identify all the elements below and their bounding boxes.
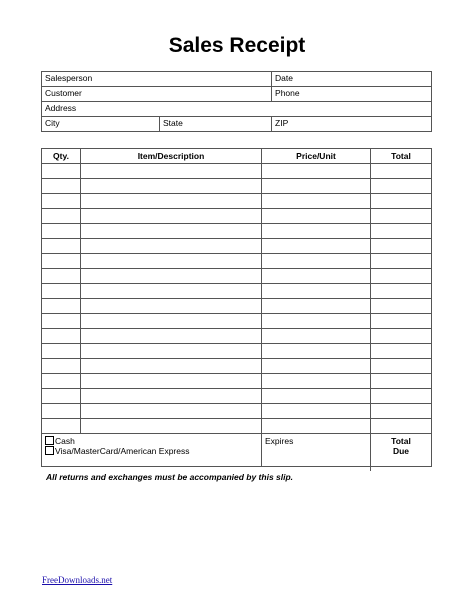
total-cell[interactable]	[371, 344, 432, 359]
total-cell[interactable]	[371, 389, 432, 404]
card-checkbox[interactable]	[45, 446, 54, 455]
address-field[interactable]: Address	[42, 102, 432, 117]
price-unit-cell[interactable]	[262, 239, 371, 254]
expires-cell[interactable]	[262, 434, 371, 467]
source-link[interactable]: FreeDownloads.net	[42, 575, 113, 585]
table-row	[42, 209, 432, 224]
description-cell[interactable]	[81, 344, 262, 359]
price-unit-cell[interactable]	[262, 374, 371, 389]
qty-cell[interactable]	[42, 284, 81, 299]
cash-label: Cash	[55, 436, 75, 446]
price-unit-cell[interactable]	[262, 329, 371, 344]
table-row	[42, 419, 432, 434]
table-row	[42, 374, 432, 389]
qty-cell[interactable]	[42, 239, 81, 254]
total-due-value-box[interactable]	[370, 441, 432, 471]
qty-cell[interactable]	[42, 419, 81, 434]
description-cell[interactable]	[81, 404, 262, 419]
table-row	[42, 284, 432, 299]
table-row	[42, 224, 432, 239]
price-unit-cell[interactable]	[262, 179, 371, 194]
date-field[interactable]: Date	[272, 72, 432, 87]
table-row	[42, 269, 432, 284]
description-cell[interactable]	[81, 299, 262, 314]
returns-note: All returns and exchanges must be accompanied by this slip.	[46, 472, 294, 482]
description-cell[interactable]	[81, 194, 262, 209]
total-cell[interactable]	[371, 284, 432, 299]
table-row	[42, 359, 432, 374]
qty-cell[interactable]	[42, 179, 81, 194]
price-unit-cell[interactable]	[262, 224, 371, 239]
page-title: Sales Receipt	[168, 34, 306, 57]
description-cell[interactable]	[81, 254, 262, 269]
total-cell[interactable]	[371, 269, 432, 284]
table-row	[42, 344, 432, 359]
description-header: Item/Description	[81, 149, 262, 164]
price-unit-cell[interactable]	[262, 284, 371, 299]
total-cell[interactable]	[371, 374, 432, 389]
price-unit-cell[interactable]	[262, 404, 371, 419]
total-cell[interactable]	[371, 299, 432, 314]
qty-cell[interactable]	[42, 299, 81, 314]
price-unit-header: Price/Unit	[262, 149, 371, 164]
total-cell[interactable]	[371, 314, 432, 329]
total-cell[interactable]	[371, 164, 432, 179]
table-row	[42, 194, 432, 209]
qty-cell[interactable]	[42, 164, 81, 179]
price-unit-cell[interactable]	[262, 314, 371, 329]
table-row	[42, 239, 432, 254]
qty-cell[interactable]	[42, 404, 81, 419]
description-cell[interactable]	[81, 164, 262, 179]
price-unit-cell[interactable]	[262, 389, 371, 404]
phone-field[interactable]: Phone	[272, 87, 432, 102]
state-field[interactable]: State	[160, 117, 272, 132]
price-unit-cell[interactable]	[262, 299, 371, 314]
table-row	[42, 254, 432, 269]
expires-label: Expires	[265, 436, 294, 446]
total-header: Total	[371, 149, 432, 164]
cash-checkbox[interactable]	[45, 436, 54, 445]
price-unit-cell[interactable]	[262, 254, 371, 269]
description-cell[interactable]	[81, 269, 262, 284]
price-unit-cell[interactable]	[262, 164, 371, 179]
table-row	[42, 179, 432, 194]
description-cell[interactable]	[81, 284, 262, 299]
qty-cell[interactable]	[42, 269, 81, 284]
table-row	[42, 299, 432, 314]
description-cell[interactable]	[81, 329, 262, 344]
total-cell[interactable]	[371, 329, 432, 344]
qty-cell[interactable]	[42, 209, 81, 224]
total-cell[interactable]	[371, 224, 432, 239]
description-cell[interactable]	[81, 239, 262, 254]
description-cell[interactable]	[81, 209, 262, 224]
total-cell[interactable]	[371, 194, 432, 209]
customer-field[interactable]: Customer	[42, 87, 272, 102]
qty-cell[interactable]	[42, 359, 81, 374]
qty-cell[interactable]	[42, 344, 81, 359]
total-cell[interactable]	[371, 254, 432, 269]
qty-cell[interactable]	[42, 314, 81, 329]
qty-cell[interactable]	[42, 254, 81, 269]
description-cell[interactable]	[81, 179, 262, 194]
qty-cell[interactable]	[42, 374, 81, 389]
qty-header: Qty.	[42, 149, 81, 164]
card-label: Visa/MasterCard/American Express	[55, 446, 190, 456]
qty-cell[interactable]	[42, 194, 81, 209]
table-row	[42, 329, 432, 344]
total-cell[interactable]	[371, 419, 432, 434]
description-cell[interactable]	[81, 224, 262, 239]
table-row	[42, 389, 432, 404]
total-cell[interactable]	[371, 209, 432, 224]
price-unit-cell[interactable]	[262, 194, 371, 209]
payment-method-cell	[42, 434, 262, 467]
description-cell[interactable]	[81, 389, 262, 404]
total-cell[interactable]	[371, 359, 432, 374]
description-cell[interactable]	[81, 314, 262, 329]
city-field[interactable]: City	[42, 117, 160, 132]
customer-info-table	[41, 71, 432, 132]
qty-cell[interactable]	[42, 224, 81, 239]
description-cell[interactable]	[81, 359, 262, 374]
price-unit-cell[interactable]	[262, 344, 371, 359]
qty-cell[interactable]	[42, 389, 81, 404]
description-cell[interactable]	[81, 419, 262, 434]
table-row	[42, 404, 432, 419]
price-unit-cell[interactable]	[262, 209, 371, 224]
total-cell[interactable]	[371, 239, 432, 254]
salesperson-field[interactable]: Salesperson	[42, 72, 272, 87]
total-cell[interactable]	[371, 179, 432, 194]
table-row	[42, 164, 432, 179]
description-cell[interactable]	[81, 374, 262, 389]
price-unit-cell[interactable]	[262, 359, 371, 374]
price-unit-cell[interactable]	[262, 269, 371, 284]
total-label: Total	[391, 436, 411, 446]
qty-cell[interactable]	[42, 329, 81, 344]
table-row	[42, 314, 432, 329]
zip-field[interactable]: ZIP	[272, 117, 432, 132]
total-cell[interactable]	[371, 404, 432, 419]
price-unit-cell[interactable]	[262, 419, 371, 434]
due-label: Due	[392, 446, 410, 456]
items-table	[41, 148, 432, 467]
